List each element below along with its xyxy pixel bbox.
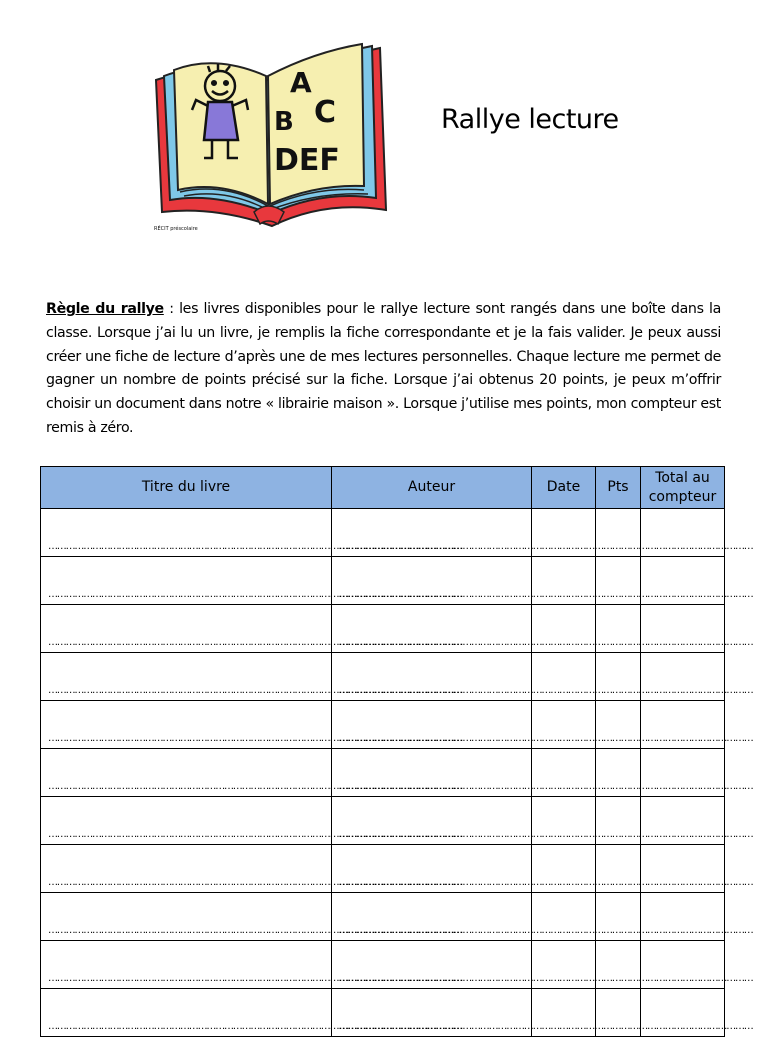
dotted-write-line: ……………………………………………………………………………………………………………………………: [48, 685, 462, 696]
table-row: [41, 989, 725, 1037]
table-row: [41, 845, 725, 893]
dotted-write-line: ……………………………………………………………………………………………………………………………: [339, 637, 753, 648]
dotted-write-line: ……………………………………………………………………………………………………………………………: [339, 685, 753, 696]
author-cell[interactable]: [332, 701, 753, 749]
reading-log-table: [40, 466, 753, 1037]
author-cell[interactable]: [332, 941, 753, 989]
author-cell[interactable]: [332, 749, 753, 797]
dotted-write-line: ……………………………………………………………………………………………………………………………: [48, 733, 462, 744]
dotted-write-line: ……………………………………………………………………………………………………………………………: [48, 637, 462, 648]
book-title-cell[interactable]: [41, 605, 462, 653]
table-header-row: [41, 467, 725, 509]
svg-text:C: C: [314, 95, 337, 130]
dotted-write-line: ……………………………………………………………………………………………………………………………: [339, 541, 753, 552]
dotted-write-line: ……………………………………………………………………………………………………………………………: [48, 973, 462, 984]
author-cell[interactable]: [332, 557, 753, 605]
dotted-write-line: ……………………………………………………………………………………………………………………………: [48, 925, 462, 936]
book-title-cell[interactable]: [41, 893, 462, 941]
author-cell[interactable]: [332, 509, 753, 557]
table-row: [41, 509, 725, 557]
table-row: [41, 797, 725, 845]
rules-text: : les livres disponibles pour le rallye lecture sont rangés dans une boîte dans la classe. Lorsque j’ai lu un livre, je remplis la fiche correspondante et je la fais valider. Je peux aussi créer une fiche de lecture d’après une de mes lectures personnelles. Chaque lecture me permet de gagner un nombre de points précisé sur la fiche. Lorsque j’ai obtenus 20 points, je peux m’offrir choisir un document dans notre « librairie maison ». Lorsque j’utilise mes points, mon compteur est remis à zéro.: [46, 301, 721, 436]
rules-paragraph: [46, 298, 721, 441]
header-book-title: Titre du livre: [41, 467, 332, 509]
page-title: Rallye lecture: [441, 104, 619, 135]
book-title-cell[interactable]: [41, 797, 462, 845]
dotted-write-line: ……………………………………………………………………………………………………………………………: [339, 733, 753, 744]
book-title-cell[interactable]: [41, 701, 462, 749]
header-total: Total au compteur: [641, 467, 725, 509]
dotted-write-line: ……………………………………………………………………………………………………………………………: [339, 589, 753, 600]
dotted-write-line: ……………………………………………………………………………………………………………………………: [48, 541, 462, 552]
dotted-write-line: ……………………………………………………………………………………………………………………………: [48, 1021, 462, 1032]
dotted-write-line: ……………………………………………………………………………………………………………………………: [339, 925, 753, 936]
svg-text:RÉCIT préscolaire: RÉCIT préscolaire: [154, 226, 198, 232]
header-date: Date: [532, 467, 596, 509]
dotted-write-line: ……………………………………………………………………………………………………………………………: [339, 1021, 753, 1032]
book-title-cell[interactable]: [41, 509, 462, 557]
table-row: [41, 893, 725, 941]
table-row: [41, 749, 725, 797]
dotted-write-line: ……………………………………………………………………………………………………………………………: [339, 973, 753, 984]
table-row: [41, 653, 725, 701]
svg-text:DEF: DEF: [274, 143, 340, 178]
table-body: [41, 509, 753, 1037]
dotted-write-line: ……………………………………………………………………………………………………………………………: [48, 781, 462, 792]
svg-text:A: A: [290, 66, 312, 99]
dotted-write-line: ……………………………………………………………………………………………………………………………: [339, 877, 753, 888]
open-book-logo: [150, 40, 390, 240]
author-cell[interactable]: [332, 797, 753, 845]
book-title-cell[interactable]: [41, 557, 462, 605]
table-row: [41, 941, 725, 989]
book-title-cell[interactable]: [41, 845, 462, 893]
book-title-cell[interactable]: [41, 989, 462, 1037]
author-cell[interactable]: [332, 653, 753, 701]
rules-label: Règle du rallye: [46, 301, 164, 317]
book-title-cell[interactable]: [41, 941, 462, 989]
table-row: [41, 701, 725, 749]
table-row: [41, 605, 725, 653]
dotted-write-line: ……………………………………………………………………………………………………………………………: [339, 829, 753, 840]
dotted-write-line: ……………………………………………………………………………………………………………………………: [48, 877, 462, 888]
header-author: Auteur: [332, 467, 532, 509]
author-cell[interactable]: [332, 605, 753, 653]
table-row: [41, 557, 725, 605]
dotted-write-line: ……………………………………………………………………………………………………………………………: [339, 781, 753, 792]
dotted-write-line: ……………………………………………………………………………………………………………………………: [48, 829, 462, 840]
header-points: Pts: [596, 467, 641, 509]
author-cell[interactable]: [332, 893, 753, 941]
author-cell[interactable]: [332, 845, 753, 893]
book-title-cell[interactable]: [41, 653, 462, 701]
author-cell[interactable]: [332, 989, 753, 1037]
dotted-write-line: ……………………………………………………………………………………………………………………………: [48, 589, 462, 600]
svg-text:B: B: [274, 107, 294, 137]
book-title-cell[interactable]: [41, 749, 462, 797]
